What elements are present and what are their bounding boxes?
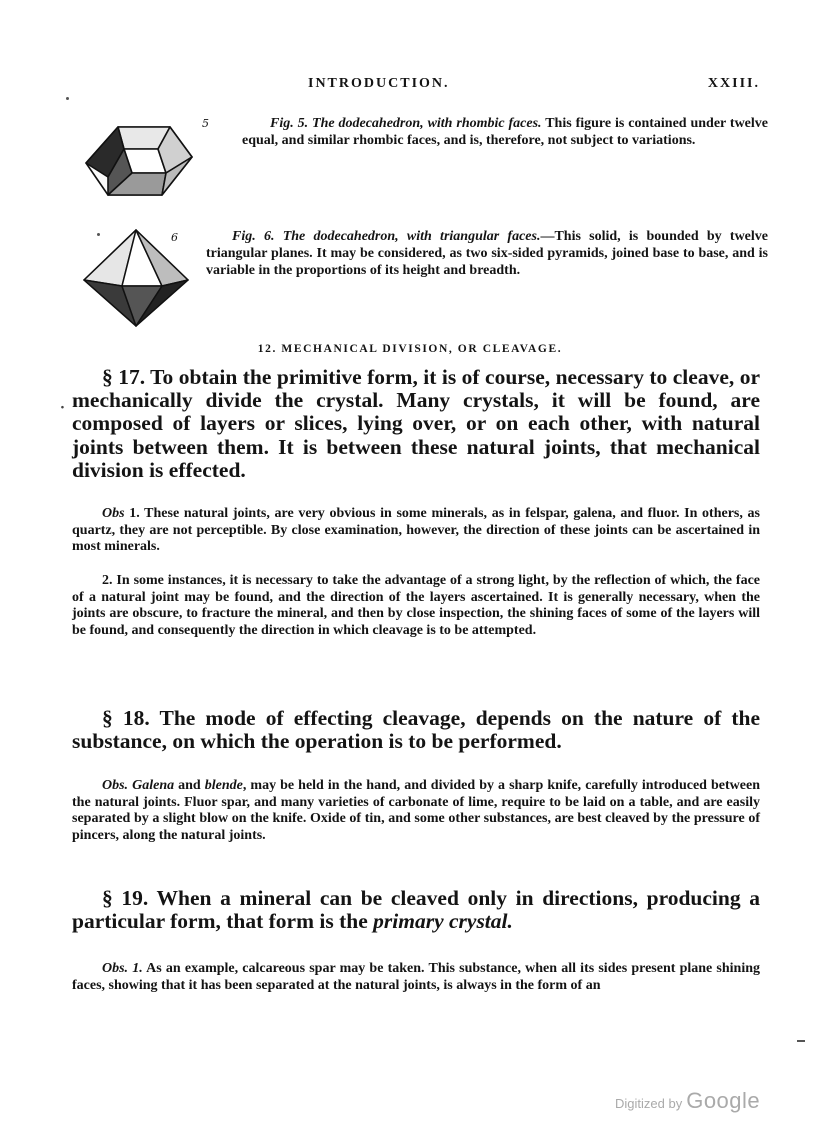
paragraph-19 <box>72 887 760 933</box>
obs-19-1 <box>72 961 760 994</box>
figure-5-name: The dodecahedron, with rhombic faces. <box>312 116 542 131</box>
primary-crystal-term: primary crystal. <box>373 909 513 934</box>
paragraph-19-text: When a mineral can be cleaved only in directions, producing a particular form, that form is the <box>72 886 761 934</box>
figure-5-text: This figure is contained under twelve equal, and similar rhombic faces, and is, therefore, not subject to variations. <box>242 116 768 148</box>
paragraph-18-text: The mode of effecting cleavage, depends on the nature of the substance, on which the operation is to be performed. <box>72 706 761 754</box>
rhombic-dodecahedron-figure <box>78 115 198 200</box>
obs-18 <box>72 778 760 844</box>
obs-label: Obs. <box>102 778 129 793</box>
section-mark-17: § 17. <box>102 365 146 389</box>
running-head <box>60 76 760 98</box>
obs-18-and: and <box>174 778 205 793</box>
paragraph-17 <box>72 366 760 482</box>
obs-17-1 <box>72 506 760 556</box>
speck <box>797 1040 805 1042</box>
triangular-dodecahedron-figure <box>78 228 196 328</box>
margin-mark: · <box>60 400 65 416</box>
obs-label: Obs <box>102 506 125 521</box>
figure-5-label: 5 <box>202 117 209 130</box>
galena-term: Galena <box>132 778 175 793</box>
obs-18-text: , may be held in the hand, and divided by a sharp knife, carefully introduced between the natural joints. Fluor spar, and many varieties of carbonate of lime, require to be laid on a table, and are easily separated by a slight blow on the knife. Oxide of tin, and some other substances, are best cleaved by the pressure of pincers, along the natural joints. <box>72 778 760 843</box>
section-mark-18: § 18. <box>102 706 150 730</box>
digitized-by-google-watermark <box>615 1088 760 1114</box>
figure-5-block <box>78 115 768 200</box>
blende-term: blende <box>204 778 243 793</box>
obs-label: Obs. 1. <box>102 961 143 976</box>
figure-6-fig: Fig. 6. <box>232 229 275 244</box>
section-mark-19: § 19. <box>102 886 149 910</box>
figure-5-caption <box>242 115 768 149</box>
figure-6-text: —This solid, is bounded by twelve triangular planes. It may be considered, as two six-sided pyramids, joined base to base, and is variable in the proportions of its height and breadth. <box>206 229 768 278</box>
page-number: XXIII. <box>707 76 760 91</box>
figure-6-name: The dodecahedron, with triangular faces. <box>282 229 541 244</box>
obs-17-1-text: 1. These natural joints, are very obvious in some minerals, as in felspar, galena, and fluor. In others, as quartz, they are not perceptible. By close examination, however, the direction of these joints can be ascertained in most minerals. <box>72 506 760 554</box>
paragraph-17-text: To obtain the primitive form, it is of course, necessary to cleave, or mechanically divide the crystal. Many crystals, it will be found, are composed of layers or slices, lying over, or on each other, with natural joints between them. It is between these natural joints, that mechanical division is effected. <box>72 365 760 482</box>
obs-19-1-text: As an example, calcareous spar may be taken. This substance, when all its sides present plane shining faces, showing that it has been separated at the natural joints, is always in the form of an <box>72 961 761 993</box>
obs-17-2 <box>72 573 760 639</box>
figure-5-fig: Fig. 5. <box>270 116 309 131</box>
obs-17-2-text: 2. In some instances, it is necessary to take the advantage of a strong light, by the reflection of which, the face of a natural joint may be found, and the direction of the layers ascertained. It is generally necessary, when the joints are obscure, to fracture the mineral, and then by close inspection, the shining faces of some of the layers will be found, and consequently the direction in which cleavage is to be attempted. <box>72 573 760 638</box>
running-head-title: INTRODUCTION. <box>308 76 450 91</box>
figure-6-block <box>78 228 768 326</box>
watermark-prefix: Digitized by <box>615 1096 683 1111</box>
paragraph-18 <box>72 707 760 753</box>
figure-6-label: 6 <box>171 231 178 244</box>
figure-6-caption <box>206 228 768 279</box>
section-heading: 12. MECHANICAL DIVISION, OR CLEAVAGE. <box>257 343 563 355</box>
google-logo: Google <box>686 1088 761 1113</box>
